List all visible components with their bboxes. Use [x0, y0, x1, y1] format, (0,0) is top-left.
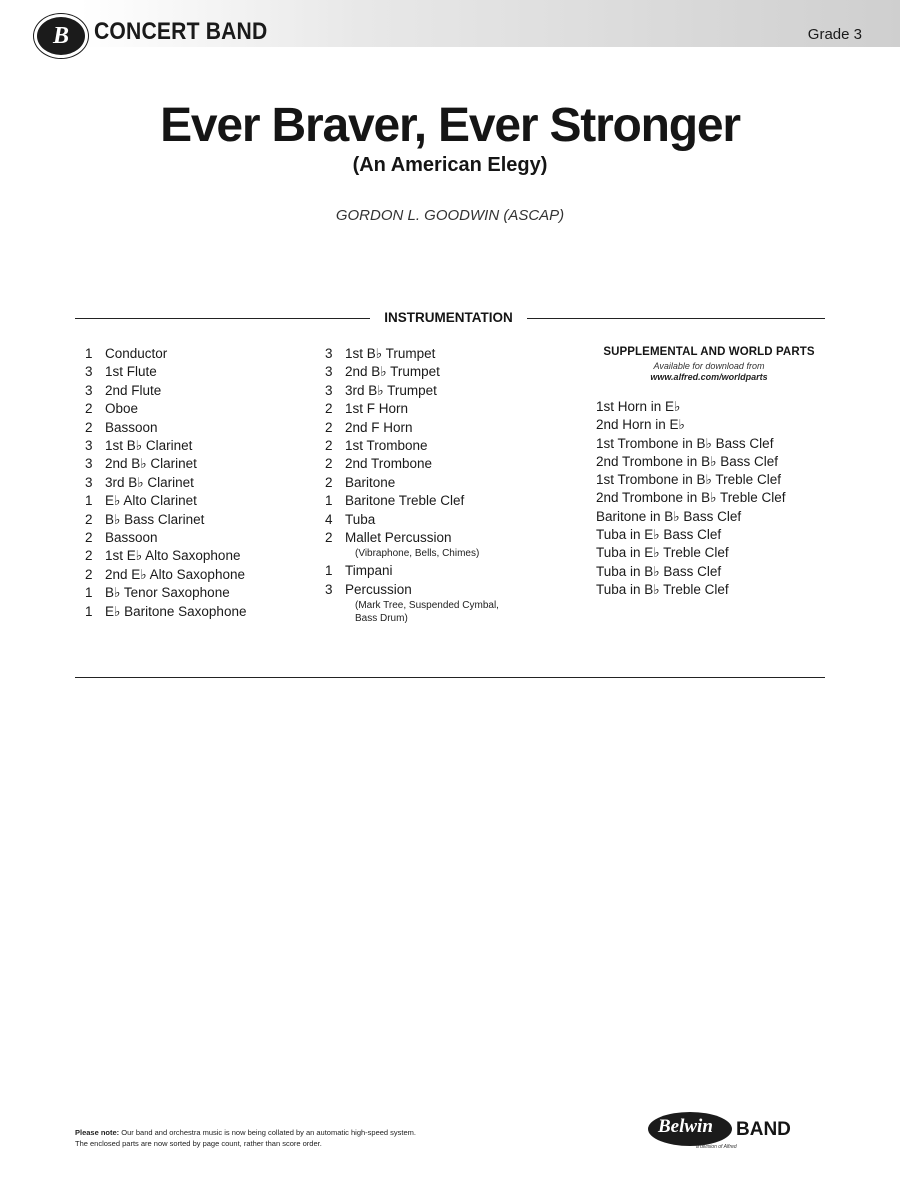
instrument-name: E♭ Baritone Saxophone [105, 603, 247, 619]
part-quantity: 1 [325, 563, 333, 579]
part-quantity: 3 [85, 456, 93, 472]
instrument-name: 2nd F Horn [345, 419, 413, 435]
instrument-row [85, 474, 246, 492]
belwin-band-word: BAND [736, 1119, 791, 1140]
supplemental-list [596, 398, 822, 599]
instrument-list-column-2 [325, 345, 499, 625]
instrument-name: 1st B♭ Trumpet [345, 346, 436, 361]
instrument-row [325, 400, 499, 418]
part-quantity: 1 [85, 493, 93, 509]
supplemental-part: Tuba in B♭ Bass Clef [596, 563, 722, 579]
instrument-name: Oboe [105, 401, 139, 417]
instrument-row [85, 566, 246, 584]
series-title: CONCERT BAND [94, 18, 268, 45]
part-quantity: 3 [325, 346, 333, 361]
part-quantity: 2 [325, 438, 333, 454]
supplemental-part: Baritone in B♭ Bass Clef [596, 508, 742, 524]
supplemental-part: 2nd Trombone in B♭ Treble Clef [596, 490, 786, 506]
instrument-name: B♭ Tenor Saxophone [105, 585, 230, 601]
instrument-row [85, 547, 246, 565]
bottom-rule [75, 677, 825, 678]
heading-rule-left [75, 318, 370, 319]
instrument-row [325, 581, 499, 599]
part-quantity: 3 [85, 474, 93, 490]
instrument-name: B♭ Bass Clarinet [105, 511, 205, 527]
instrument-name: 1st Trombone [345, 438, 428, 454]
supplemental-url[interactable]: www.alfred.com/worldparts [650, 372, 768, 382]
instrument-row [325, 363, 499, 381]
instrument-name: 2nd B♭ Clarinet [105, 456, 197, 472]
instrument-row [85, 363, 246, 381]
supplemental-part: 2nd Trombone in B♭ Bass Clef [596, 453, 778, 469]
part-quantity: 2 [85, 401, 93, 417]
instrument-name: Conductor [105, 346, 168, 361]
instrument-name: 2nd E♭ Alto Saxophone [105, 566, 245, 582]
instrument-row [325, 345, 499, 363]
supplemental-part: Tuba in E♭ Treble Clef [596, 545, 729, 561]
instrument-row [325, 437, 499, 455]
part-quantity: 2 [325, 474, 333, 490]
instrument-name: Bassoon [105, 419, 158, 435]
instrument-name: Percussion [345, 581, 412, 597]
supplemental-part: 1st Horn in E♭ [596, 399, 681, 414]
supplemental-part: 1st Trombone in B♭ Bass Clef [596, 435, 774, 451]
belwin-script: Belwin [658, 1116, 713, 1137]
footer-note [75, 1128, 575, 1149]
instrumentation-heading: INSTRUMENTATION [384, 310, 513, 325]
instrument-name: Baritone Treble Clef [345, 493, 465, 509]
instrument-name: 2nd B♭ Trumpet [345, 364, 440, 380]
instrument-name: E♭ Alto Clarinet [105, 493, 197, 509]
instrument-name: Mallet Percussion [345, 530, 452, 546]
belwin-division: a division of Alfred [696, 1144, 737, 1150]
footer-note-line1: Our band and orchestra music is now being collated by an automatic high-speed system. [119, 1128, 417, 1137]
part-quantity: 2 [85, 530, 93, 546]
part-quantity: 3 [85, 364, 93, 380]
instrument-name: 3rd B♭ Trumpet [345, 382, 437, 398]
part-quantity: 1 [325, 493, 333, 509]
instrument-row [85, 511, 246, 529]
instrument-name: 1st F Horn [345, 401, 409, 417]
logo-letter: B [52, 23, 69, 49]
supplemental-part: 1st Trombone in B♭ Treble Clef [596, 472, 781, 488]
instrument-name: 2nd Trombone [345, 456, 433, 472]
heading-rule-right [527, 318, 825, 319]
instrument-name: 3rd B♭ Clarinet [105, 474, 194, 490]
instrument-row [325, 474, 499, 492]
instrument-row [85, 345, 246, 363]
footer-note-label: Please note: [75, 1128, 120, 1137]
grade-label: Grade 3 [807, 26, 862, 43]
part-quantity: 3 [85, 382, 93, 398]
instrument-row [85, 603, 246, 621]
supplemental-parts [596, 346, 822, 599]
part-quantity: 2 [85, 548, 93, 564]
instrument-row [325, 529, 499, 547]
concert-band-logo [34, 14, 88, 58]
part-quantity: 3 [85, 438, 93, 454]
belwin-band-logo [648, 1112, 828, 1152]
instrument-row [85, 455, 246, 473]
part-quantity: 3 [325, 382, 333, 398]
part-quantity: 1 [85, 603, 93, 619]
instrument-row [85, 437, 246, 455]
part-quantity: 1 [85, 346, 93, 361]
piece-title: Ever Braver, Ever Stronger [160, 99, 740, 152]
part-quantity: 3 [325, 364, 333, 380]
instrument-row [325, 419, 499, 437]
part-quantity: 1 [85, 585, 93, 601]
part-quantity: 4 [325, 511, 333, 527]
part-quantity: 2 [85, 566, 93, 582]
instrument-row [325, 562, 499, 580]
instrument-row [325, 492, 499, 510]
instrument-name: 2nd Flute [105, 382, 162, 398]
instrument-row [85, 400, 246, 418]
instrument-name: 1st E♭ Alto Saxophone [105, 548, 241, 564]
instrument-note: (Vibraphone, Bells, Chimes) [355, 548, 480, 560]
supplemental-title: SUPPLEMENTAL AND WORLD PARTS [603, 346, 815, 358]
instrument-row [325, 455, 499, 473]
part-quantity: 2 [325, 530, 333, 546]
part-quantity: 2 [325, 419, 333, 435]
instrument-row [325, 382, 499, 400]
instrument-row [85, 492, 246, 510]
instrument-name: Baritone [345, 474, 396, 490]
instrument-name: Timpani [345, 563, 393, 579]
instrument-row [85, 529, 246, 547]
composer-credit: GORDON L. GOODWIN (ASCAP) [335, 207, 565, 224]
supplemental-part: Tuba in E♭ Bass Clef [596, 527, 722, 543]
piece-subtitle: (An American Elegy) [352, 154, 548, 176]
instrument-name: Bassoon [105, 530, 158, 546]
instrument-row [85, 419, 246, 437]
supplemental-subtitle: Available for download from [653, 361, 765, 371]
instrument-row [85, 382, 246, 400]
part-quantity: 2 [85, 419, 93, 435]
instrument-row [85, 584, 246, 602]
instrument-list-column-1 [85, 345, 246, 621]
part-quantity: 2 [325, 456, 333, 472]
instrument-row [325, 511, 499, 529]
supplemental-part: 2nd Horn in E♭ [596, 417, 685, 433]
supplemental-part: Tuba in B♭ Treble Clef [596, 581, 729, 597]
instrument-note: Bass Drum) [355, 613, 408, 625]
instrument-note: (Mark Tree, Suspended Cymbal, [355, 600, 499, 612]
part-quantity: 3 [325, 581, 333, 597]
instrument-name: Tuba [345, 511, 376, 527]
footer-note-line2: The enclosed parts are now sorted by page count, rather than score order. [75, 1138, 322, 1148]
part-quantity: 2 [85, 511, 93, 527]
instrument-name: 1st B♭ Clarinet [105, 438, 193, 454]
instrument-name: 1st Flute [105, 364, 157, 380]
part-quantity: 2 [325, 401, 333, 417]
